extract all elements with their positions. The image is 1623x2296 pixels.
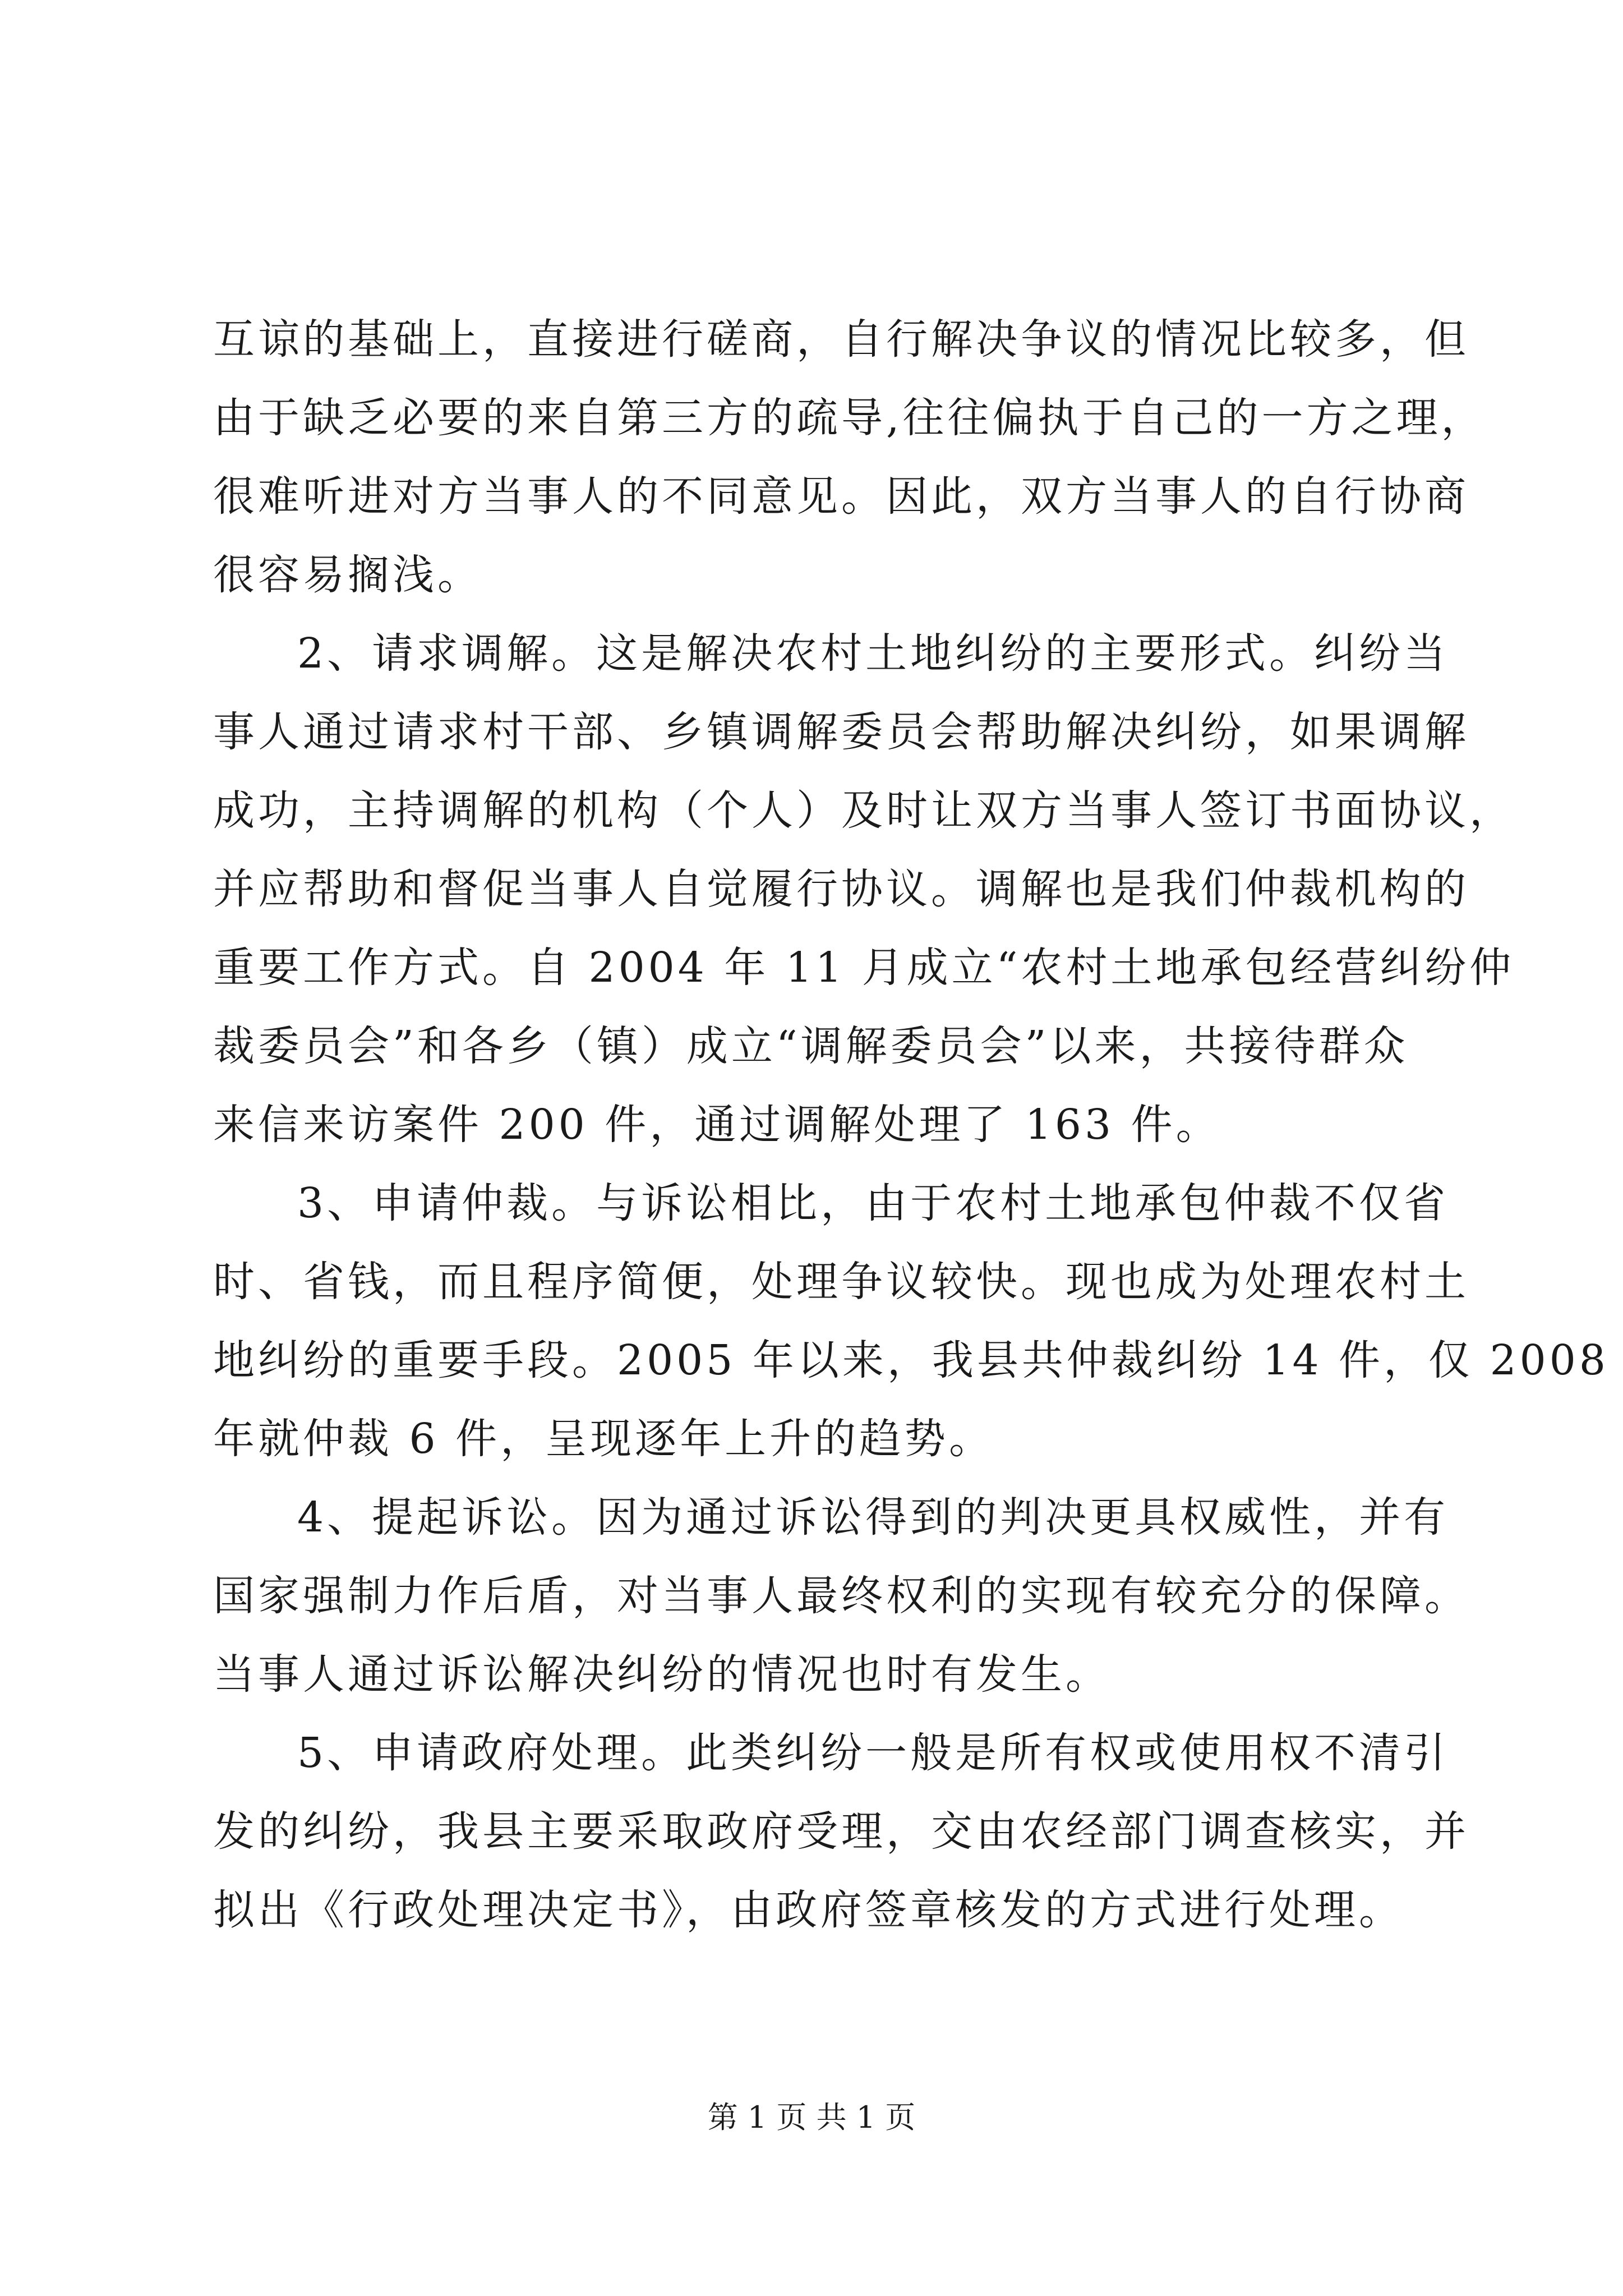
text-line: 很难听进对方当事人的不同意见。因此，双方当事人的自行协商 (213, 472, 1469, 521)
text-line: 发的纠纷，我县主要采取政府受理，交由农经部门调查核实，并 (213, 1807, 1469, 1856)
text-line: 由于缺乏必要的来自第三方的疏导,往往偏执于自己的一方之理， (213, 394, 1486, 442)
text-line: 裁委员会”和各乡（镇）成立“调解委员会”以来，共接待群众 (213, 1022, 1409, 1070)
paragraph-apply-arbitration (213, 1164, 1609, 1478)
text-line: 拟出《行政处理决定书》，由政府签章核发的方式进行处理。 (213, 1886, 1404, 1934)
text-line: 并应帮助和督促当事人自觉履行协议。调解也是我们仲裁机构的 (213, 865, 1469, 913)
paragraph-request-mediation (213, 614, 1515, 1164)
page-number-footer: 第 1 页 共 1 页 (707, 2100, 916, 2135)
text-line: 3、申请仲裁。与诉讼相比，由于农村土地承包仲裁不仅省 (297, 1179, 1449, 1227)
text-line: 地纠纷的重要手段。2005 年以来，我县共仲裁纠纷 14 件，仅 2008 (213, 1336, 1609, 1384)
paragraph-continuation (213, 300, 1486, 614)
text-line: 5、申请政府处理。此类纠纷一般是所有权或使用权不清引 (297, 1729, 1449, 1777)
text-line: 来信来访案件 200 件，通过调解处理了 163 件。 (213, 1101, 1221, 1149)
paragraph-government-handling (213, 1714, 1469, 1949)
text-line: 重要工作方式。自 2004 年 11 月成立“农村土地承包经营纠纷仲 (213, 944, 1515, 992)
text-line: 当事人通过诉讼解决纠纷的情况也时有发生。 (213, 1650, 1110, 1699)
document-body (213, 300, 1609, 1949)
text-line: 成功，主持调解的机构（个人）及时让双方当事人签订书面协议， (213, 786, 1514, 835)
text-line: 事人通过请求村干部、乡镇调解委员会帮助解决纠纷，如果调解 (213, 708, 1469, 756)
paragraph-file-lawsuit (213, 1478, 1469, 1714)
text-line: 很容易搁浅。 (213, 551, 482, 599)
text-line: 互谅的基础上，直接进行磋商，自行解决争议的情况比较多，但 (213, 315, 1469, 364)
text-line: 时、省钱，而且程序简便，处理争议较快。现也成为处理农村土 (213, 1258, 1469, 1306)
text-line: 4、提起诉讼。因为通过诉讼得到的判决更具权威性，并有 (297, 1493, 1449, 1542)
text-line: 2、请求调解。这是解决农村土地纠纷的主要形式。纠纷当 (297, 629, 1449, 678)
text-line: 国家强制力作后盾，对当事人最终权利的实现有较充分的保障。 (213, 1572, 1469, 1620)
text-line: 年就仲裁 6 件，呈现逐年上升的趋势。 (213, 1415, 994, 1463)
